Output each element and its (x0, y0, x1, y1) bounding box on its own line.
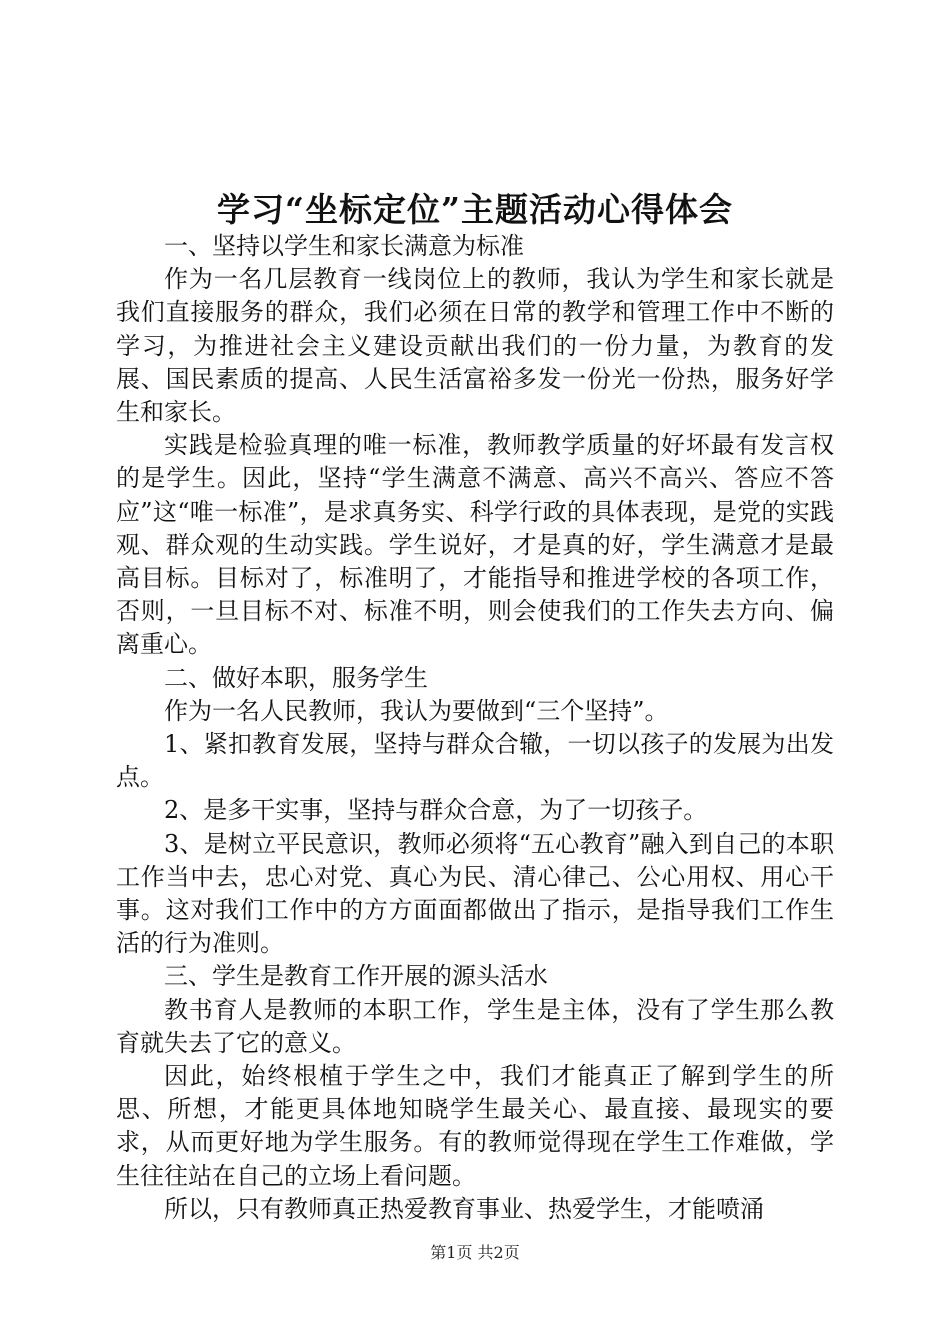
document-body (116, 230, 834, 1226)
paragraph: 所以，只有教师真正热爱教育事业、热爱学生，才能喷涌 (164, 1194, 764, 1223)
section-heading-3: 三、学生是教育工作开展的源头活水 (164, 962, 548, 991)
paragraph: 作为一名人民教师，我认为要做到“三个坚持”。 (164, 696, 669, 725)
page-number: 第1页 共2页 (430, 1243, 520, 1262)
paragraph: 因此，始终根植于学生之中，我们才能真正了解到学生的所思、所想，才能更具体地知晓学生最关心、最直接、最现实的要求，从而更好地为学生服务。有的教师觉得现在学生工作难做，学生往往站在自己的立场上看问题。 (116, 1062, 834, 1190)
list-item: 1、紧扣教育发展，坚持与群众合辙，一切以孩子的发展为出发点。 (116, 730, 834, 792)
list-item: 3、是树立平民意识，教师必须将“五心教育”融入到自己的本职工作当中去，忠心对党、真心为民、清心律己、公心用权、用心干事。这对我们工作中的方方面面都做出了指示，是指导我们工作生活的行为准则。 (116, 829, 834, 958)
paragraph: 实践是检验真理的唯一标准，教师教学质量的好坏最有发言权的是学生。因此，坚持“学生满意不满意、高兴不高兴、答应不答应”这“唯一标准”，是求真务实、科学行政的具体表现，是党的实践观、群众观的生动实践。学生说好，才是真的好，学生满意才是最高目标。目标对了，标准明了，才能指导和推进学校的各项工作，否则，一旦目标不对、标准不明，则会使我们的工作失去方向、偏离重心。 (116, 431, 834, 659)
paragraph: 作为一名几层教育一线岗位上的教师，我认为学生和家长就是我们直接服务的群众，我们必须在日常的教学和管理工作中不断的学习，为推进社会主义建设贡献出我们的一份力量，为教育的发展、国民素质的提高、人民生活富裕多发一份光一份热，服务好学生和家长。 (116, 265, 834, 427)
section-heading-2: 二、做好本职，服务学生 (164, 663, 428, 692)
paragraph: 教书育人是教师的本职工作，学生是主体，没有了学生那么教育就失去了它的意义。 (116, 995, 834, 1057)
list-item: 2、是多干实事，坚持与群众合意，为了一切孩子。 (164, 796, 708, 825)
section-heading-1: 一、坚持以学生和家长满意为标准 (164, 232, 524, 260)
document-title: 学习“坐标定位”主题活动心得体会 (217, 190, 733, 229)
